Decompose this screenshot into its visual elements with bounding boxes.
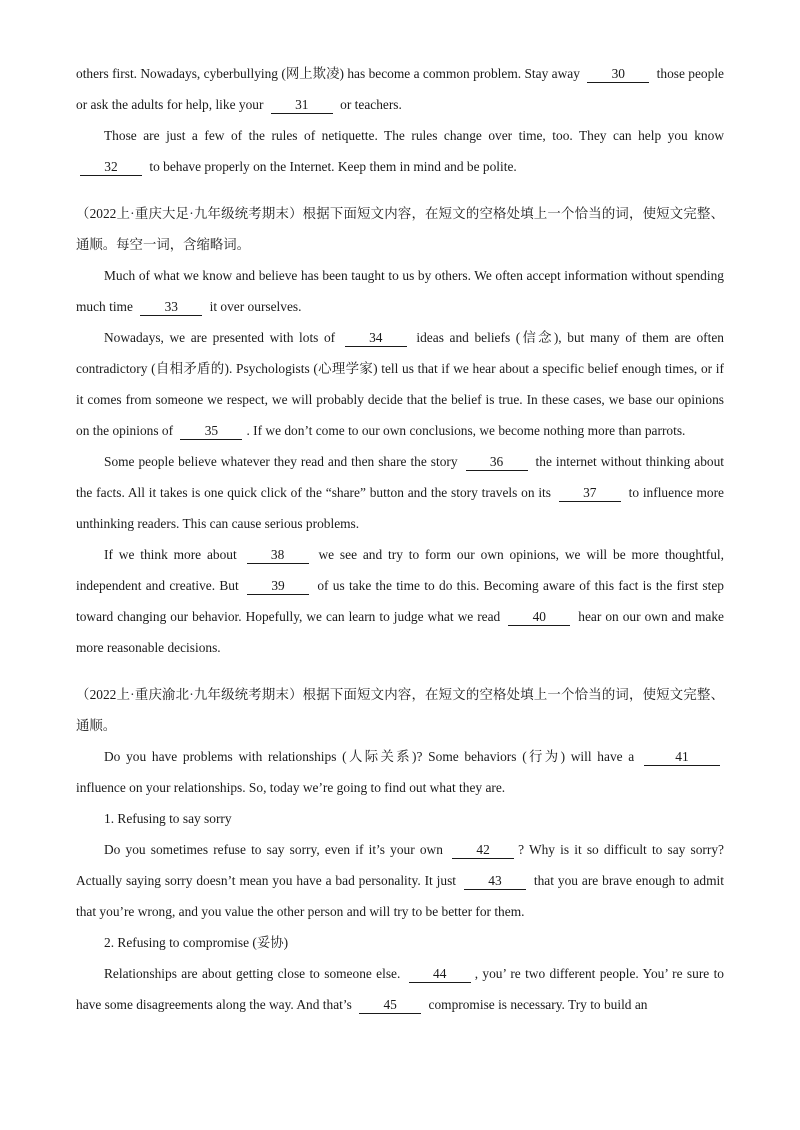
paragraph-taught-by-others: Much of what we know and believe has been taught to us by others. We often accept information without spending much time 33 it over ourselves. <box>76 268 724 314</box>
blank-42[interactable]: 42 <box>452 842 514 859</box>
paragraph-share-story: Some people believe whatever they read and then share the story 36 the internet without thinking about the facts. All it takes is one quick click of the “share” button and the story travels on its 37 to influence more unthinking readers. This can cause serious problems. <box>76 454 724 531</box>
blank-31[interactable]: 31 <box>271 97 333 114</box>
subheading-refusing-sorry: 1. Refusing to say sorry <box>104 811 232 826</box>
blank-33[interactable]: 33 <box>140 299 202 316</box>
section-heading-yubei: （2022上·重庆渝北·九年级统考期末）根据下面短文内容，在短文的空格处填上一个恰当的词，使短文完整、通顺。 <box>76 687 724 733</box>
blank-43[interactable]: 43 <box>464 873 526 890</box>
blank-34[interactable]: 34 <box>345 330 407 347</box>
paragraph-relationships: Do you have problems with relationships (人际关系)? Some behaviors (行为) will have a 41 influence on your relationships. So, today we’re going to find out what they are. <box>76 741 724 803</box>
paragraph-compromise: Relationships are about getting close to someone else. 44 , you’ re two different people. You’ re sure to have some disagreements along the way. And that’s 45 compromise is necessary. Try to build an <box>76 966 724 1012</box>
blank-38[interactable]: 38 <box>247 547 309 564</box>
blank-39[interactable]: 39 <box>247 578 309 595</box>
blank-45[interactable]: 45 <box>359 997 421 1014</box>
blank-37[interactable]: 37 <box>559 485 621 502</box>
section-heading-dazu: （2022上·重庆大足·九年级统考期末）根据下面短文内容，在短文的空格处填上一个恰当的词，使短文完整、通顺。每空一词，含缩略词。 <box>76 206 724 252</box>
blank-40[interactable]: 40 <box>508 609 570 626</box>
paragraph-ideas-beliefs: Nowadays, we are presented with lots of 34 ideas and beliefs (信念), but many of them are often contradictory (自相矛盾的). Psychologists (心理学家) tell us that if we hear about a specific belief enough times, or if it comes from someone we respect, we will probably decide that the belief is true. In these cases, we base our opinions on the opinions of 35 . If we don’t come to our own conclusions, we become nothing more than parrots. <box>76 330 724 438</box>
blank-32[interactable]: 32 <box>80 159 142 176</box>
blank-44[interactable]: 44 <box>409 966 471 983</box>
paragraph-think-more: If we think more about 38 we see and try to form our own opinions, we will be more thoughtful, independent and creative. But 39 of us take the time to do this. Becoming aware of this fact is the first step toward changing our behavior. Hopefully, we can learn to judge what we read 40 hear on our own and make more reasonable decisions. <box>76 547 724 655</box>
paragraph-cyberbullying: others first. Nowadays, cyberbullying (网上欺凌) has become a common problem. Stay away 30 those people or ask the adults for help, like your 31 or teachers. <box>76 66 724 112</box>
paragraph-say-sorry: Do you sometimes refuse to say sorry, even if it’s your own 42 ? Why is it so difficult to say sorry? Actually saying sorry doesn’t mean you have a bad personality. It just 43 that you are brave enough to admit that you’re wrong, and you value the other person and will try to be better for them. <box>76 842 724 919</box>
blank-36[interactable]: 36 <box>466 454 528 471</box>
subheading-refusing-compromise: 2. Refusing to compromise (妥协) <box>104 935 289 950</box>
paragraph-netiquette: Those are just a few of the rules of netiquette. The rules change over time, too. They can help you know 32 to behave properly on the Internet. Keep them in mind and be polite. <box>76 120 724 182</box>
blank-35[interactable]: 35 <box>180 423 242 440</box>
blank-30[interactable]: 30 <box>587 66 649 83</box>
blank-41[interactable]: 41 <box>644 749 720 766</box>
